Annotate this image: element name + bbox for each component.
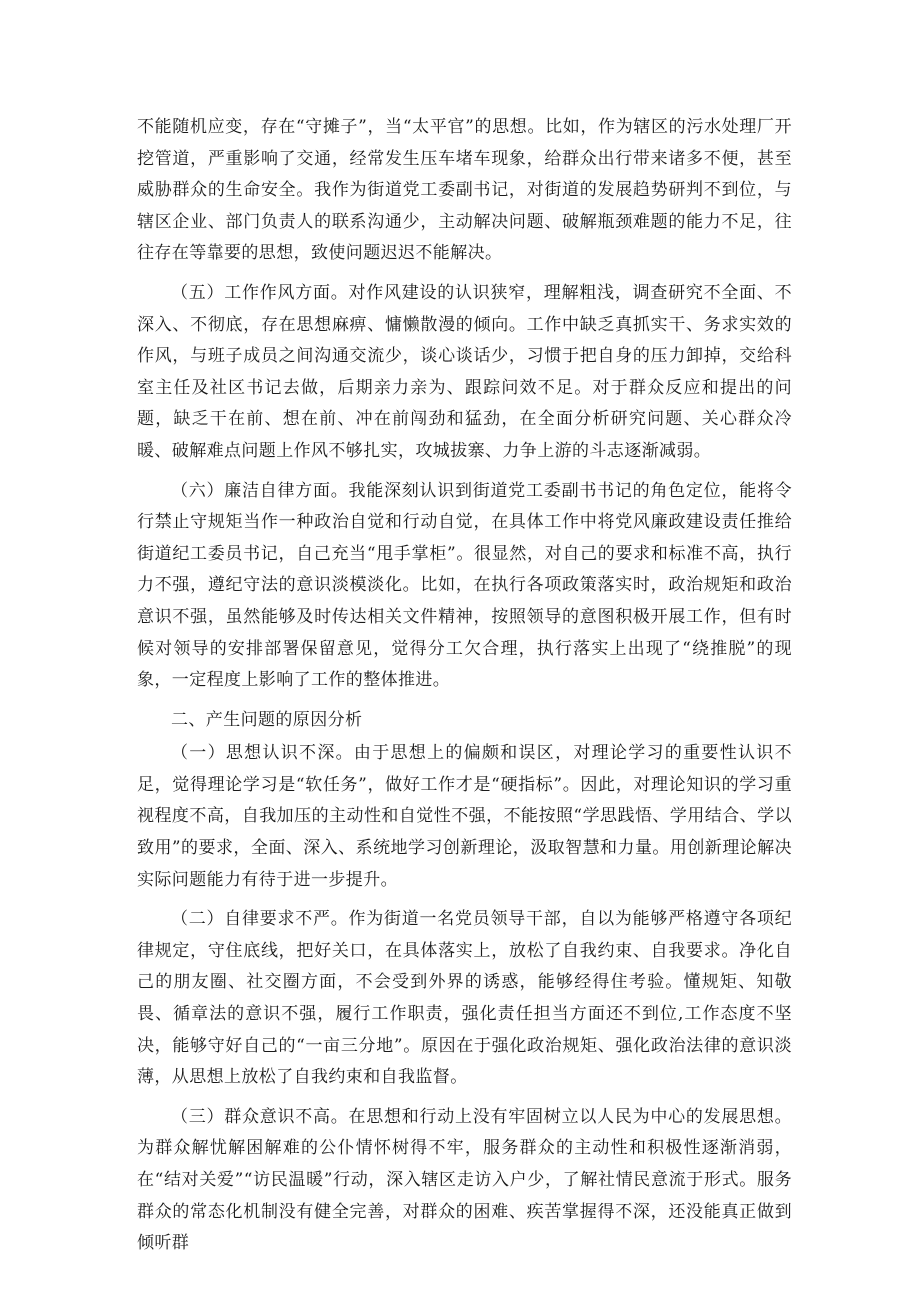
paragraph-continued: 不能随机应变，存在“守摊子”，当“太平官”的思想。比如，作为辖区的污水处理厂开挖管道，严重影响了交通，经常发生压车堵车现象，给群众出行带来诸多不便，甚至威胁群众的生命安全。我作为街道党工委副书记，对街道的发展趋势研判不到位，与辖区企业、部门负责人的联系沟通少，主动解决问题、破解瓶颈难题的能力不足，往往存在等靠要的思想，致使问题迟迟不能解决。 — [137, 117, 792, 264]
paragraph-thought-awareness: （一）思想认识不深。由于思想上的偏颇和误区，对理论学习的重要性认识不足，觉得理论学习是“软任务”，做好工作才是“硬指标”。因此，对理论知识的学习重视程度不高，自我加压的主动性和自觉性不强，不能按照“学思践悟、学用结合、学以致用”的要求，全面、深入、系统地学习创新理论，汲取智慧和力量。用创新理论解决实际问题能力有待于进一步提升。 — [137, 743, 792, 890]
paragraph-integrity: （六）廉洁自律方面。我能深刻认识到街道党工委副书书记的角色定位，能将令行禁止守规矩当作一种政治自觉和行动自觉，在具体工作中将党风廉政建设责任推给街道纪工委员书记，自己充当“甩手掌柜”。很显然，对自己的要求和标准不高，执行力不强，遵纪守法的意识淡模淡化。比如，在执行各项政策落实时，政治规矩和政治意识不强，虽然能够及时传达相关文件精神，按照领导的意图积极开展工作，但有时候对领导的安排部署保留意见，觉得分工欠合理，执行落实上出现了“绕推脱”的现象，一定程度上影响了工作的整体推进。 — [137, 480, 792, 691]
paragraph-work-style: （五）工作作风方面。对作风建设的认识狭窄，理解粗浅，调查研究不全面、不深入、不彻底，存在思想麻痹、慵懒散漫的倾向。工作中缺乏真抓实干、务求实效的作风，与班子成员之间沟通交流少，谈心谈话少，习惯于把自身的压力卸掉，交给科室主任及社区书记去做，后期亲力亲为、跟踪问效不足。对于群众反应和提出的问题，缺乏干在前、想在前、冲在前闯劲和猛劲，在全面分析研究问题、关心群众冷暖、破解难点问题上作风不够扎实，攻城拔寨、力争上游的斗志逐渐减弱。 — [137, 282, 792, 461]
paragraph-mass-awareness: （三）群众意识不高。在思想和行动上没有牢固树立以人民为中心的发展思想。为群众解忧解困解难的公仆情怀树得不牢，服务群众的主动性和积极性逐渐消弱，在“结对关爱”“访民温暖”行动，深入辖区走访入户少，了解社情民意流于形式。服务群众的常态化机制没有健全完善，对群众的困难、疾苦掌握得不深，还没能真正做到倾听群 — [137, 1106, 792, 1254]
paragraph-self-discipline: （二）自律要求不严。作为街道一名党员领导干部，自以为能够严格遵守各项纪律规定，守住底线，把好关口，在具体落实上，放松了自我约束、自我要求。净化自己的朋友圈、社交圈方面，不会受到外界的诱惑，能够经得住考验。懂规矩、知敬畏、循章法的意识不强，履行工作职责，强化责任担当方面还不到位,工作态度不坚决，能够守好自己的“一亩三分地”。原因在于强化政治规矩、强化政治法律的意识淡薄，从思想上放松了自我约束和自我监督。 — [137, 909, 792, 1088]
section-heading-causes: 二、产生问题的原因分析 — [171, 709, 363, 730]
document-body — [137, 112, 792, 1268]
